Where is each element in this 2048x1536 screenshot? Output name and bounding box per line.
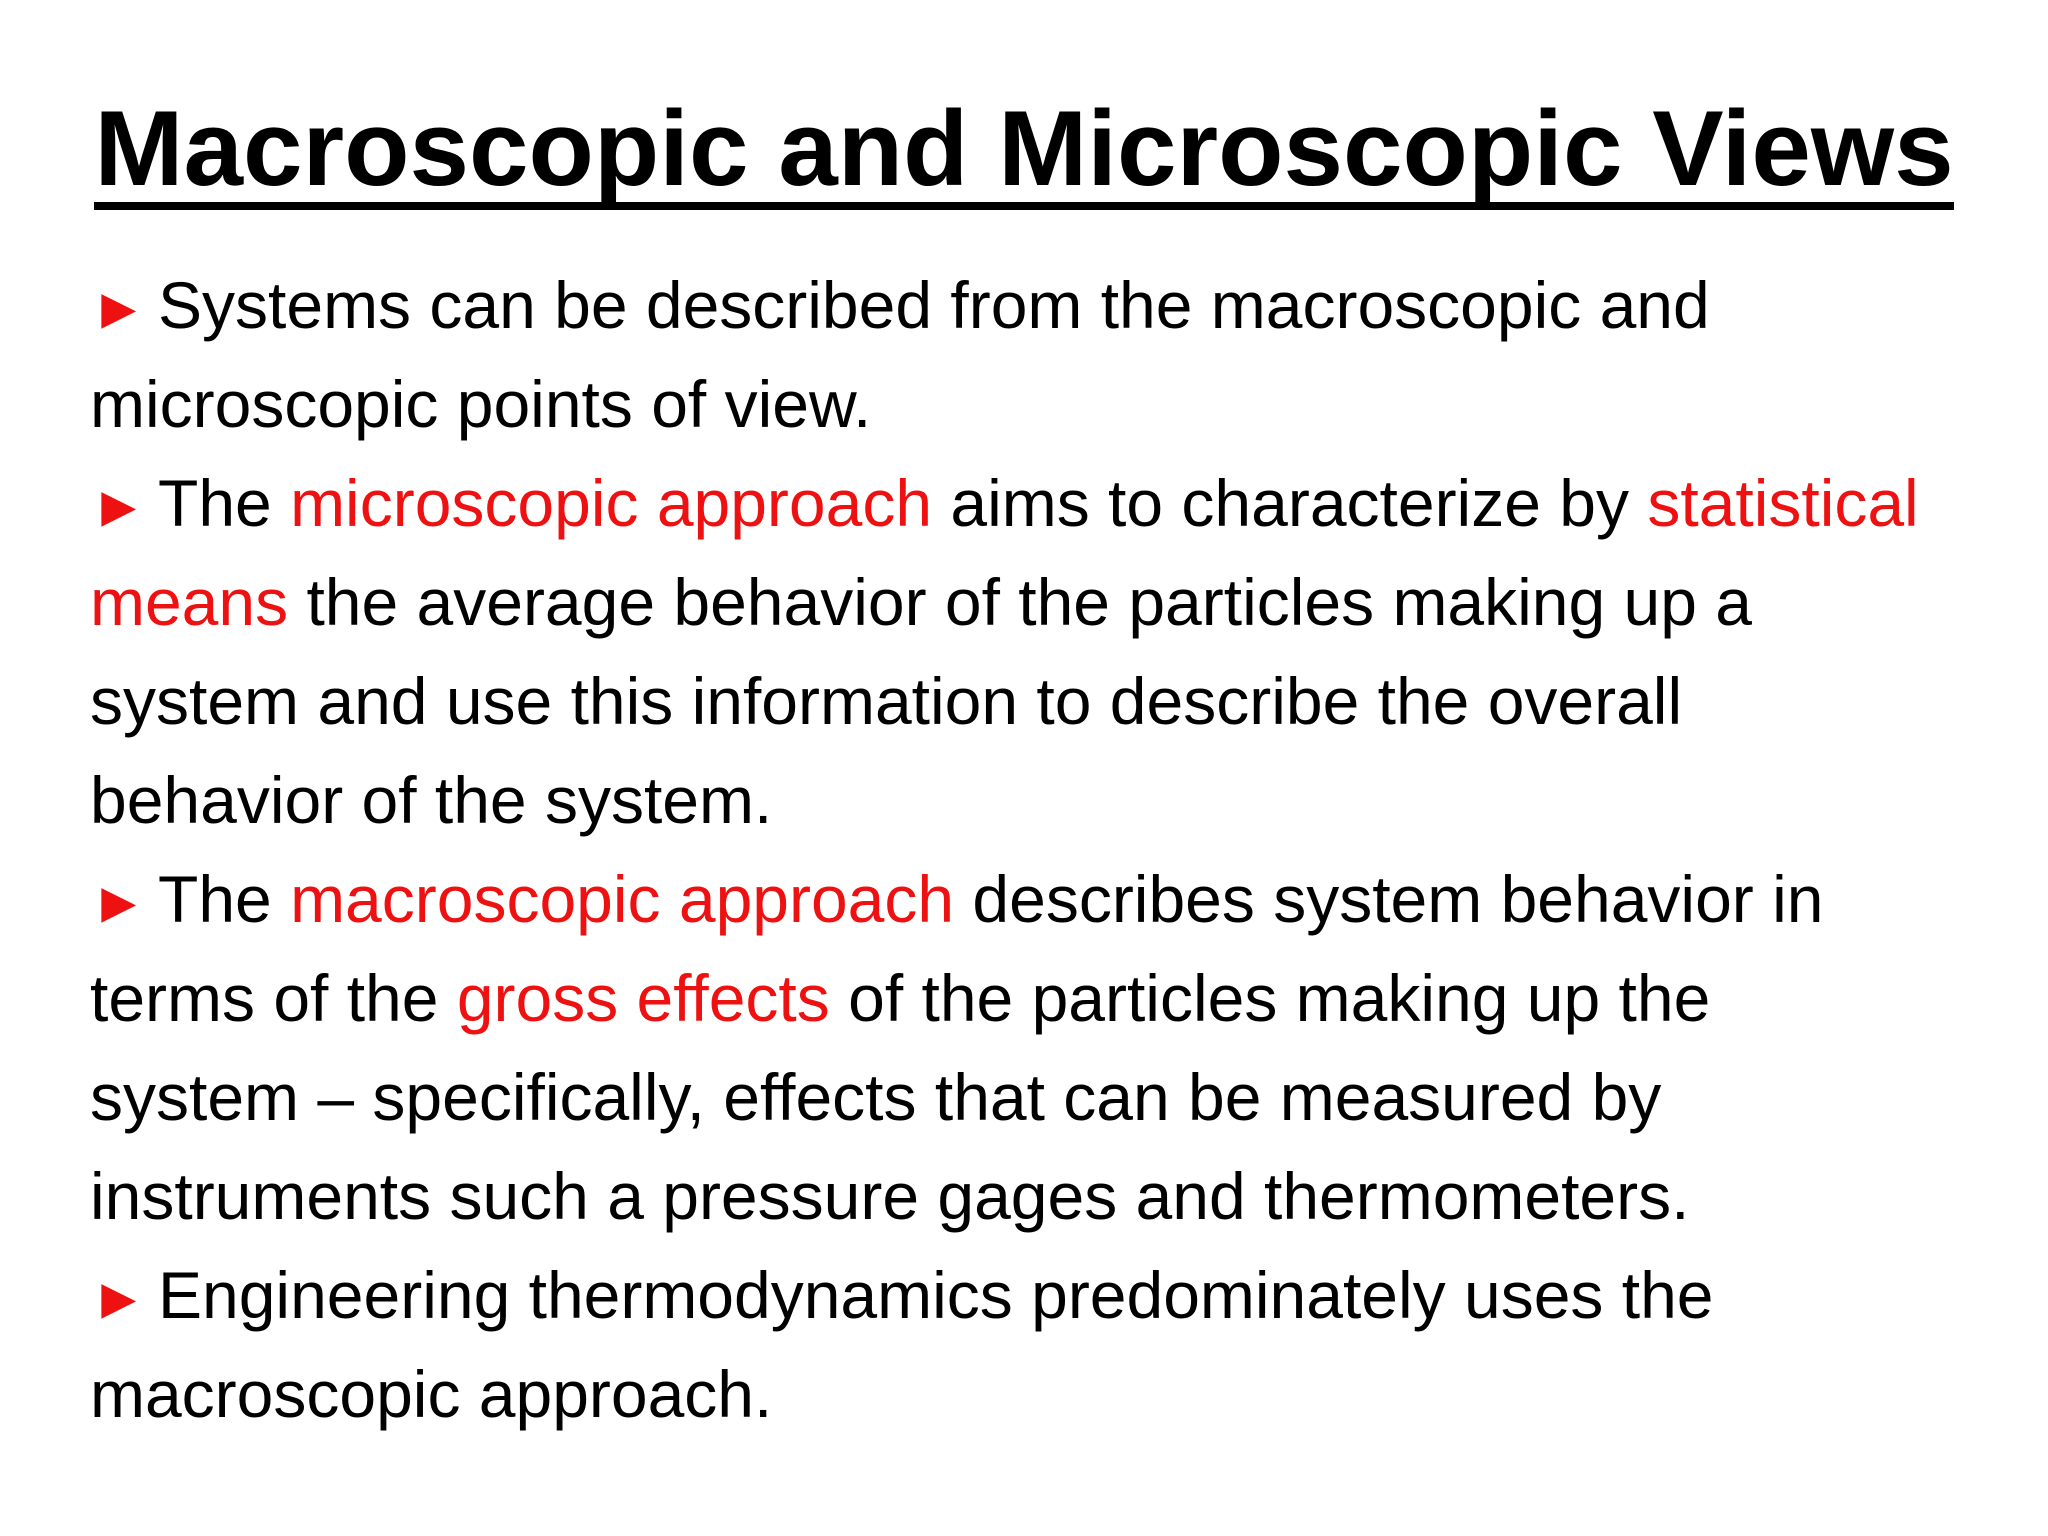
bullet-1-text-cont: microscopic points of view.: [90, 367, 872, 441]
bullet-2-text: the average behavior of the particles making up a: [288, 565, 1753, 639]
highlight-statistical: statistical: [1647, 466, 1919, 540]
slide-title-text: Macroscopic and Microscopic Views: [94, 88, 1954, 208]
bullet-2-text: The: [158, 466, 291, 540]
bullet-arrow-icon: ►: [90, 1266, 148, 1331]
bullet-2-line-4: [90, 751, 2030, 850]
highlight-microscopic-approach: microscopic approach: [290, 466, 933, 540]
bullet-3-line-4: [90, 1147, 2030, 1246]
bullet-1-text: Systems can be described from the macroscopic and: [158, 268, 1710, 342]
bullet-1-line-2: [90, 355, 2030, 454]
highlight-means: means: [90, 565, 289, 639]
bullet-3-line-2: [90, 949, 2030, 1048]
bullet-2-text: system and use this information to describe the overall: [90, 664, 1683, 738]
bullet-3-text: of the particles making up the: [829, 961, 1711, 1035]
slide-title: [0, 88, 2048, 210]
bullet-3-line-3: [90, 1048, 2030, 1147]
bullet-4-line-2: [90, 1345, 2030, 1444]
slide-body: [90, 256, 2030, 1444]
highlight-macroscopic-approach: macroscopic approach: [290, 862, 955, 936]
bullet-2-line-3: [90, 652, 2030, 751]
bullet-3-text: instruments such a pressure gages and thermometers.: [90, 1159, 1690, 1233]
bullet-3-line-1: [90, 850, 2030, 949]
bullet-2-line-1: [90, 454, 2030, 553]
bullet-2-text: behavior of the system.: [90, 763, 773, 837]
bullet-4-line-1: [90, 1246, 2030, 1345]
bullet-3-text: describes system behavior in: [954, 862, 1824, 936]
bullet-arrow-icon: ►: [90, 474, 148, 539]
bullet-arrow-icon: ►: [90, 276, 148, 341]
bullet-2-text: aims to characterize by: [932, 466, 1648, 540]
bullet-1-line-1: [90, 256, 2030, 355]
bullet-4-text: Engineering thermodynamics predominately uses the: [158, 1258, 1714, 1332]
bullet-3-text: The: [158, 862, 291, 936]
highlight-gross-effects: gross effects: [456, 961, 830, 1035]
bullet-3-text: system – specifically, effects that can be measured by: [90, 1060, 1662, 1134]
bullet-2-line-2: [90, 553, 2030, 652]
bullet-arrow-icon: ►: [90, 870, 148, 935]
bullet-3-text: terms of the: [90, 961, 457, 1035]
bullet-4-text: macroscopic approach.: [90, 1357, 773, 1431]
